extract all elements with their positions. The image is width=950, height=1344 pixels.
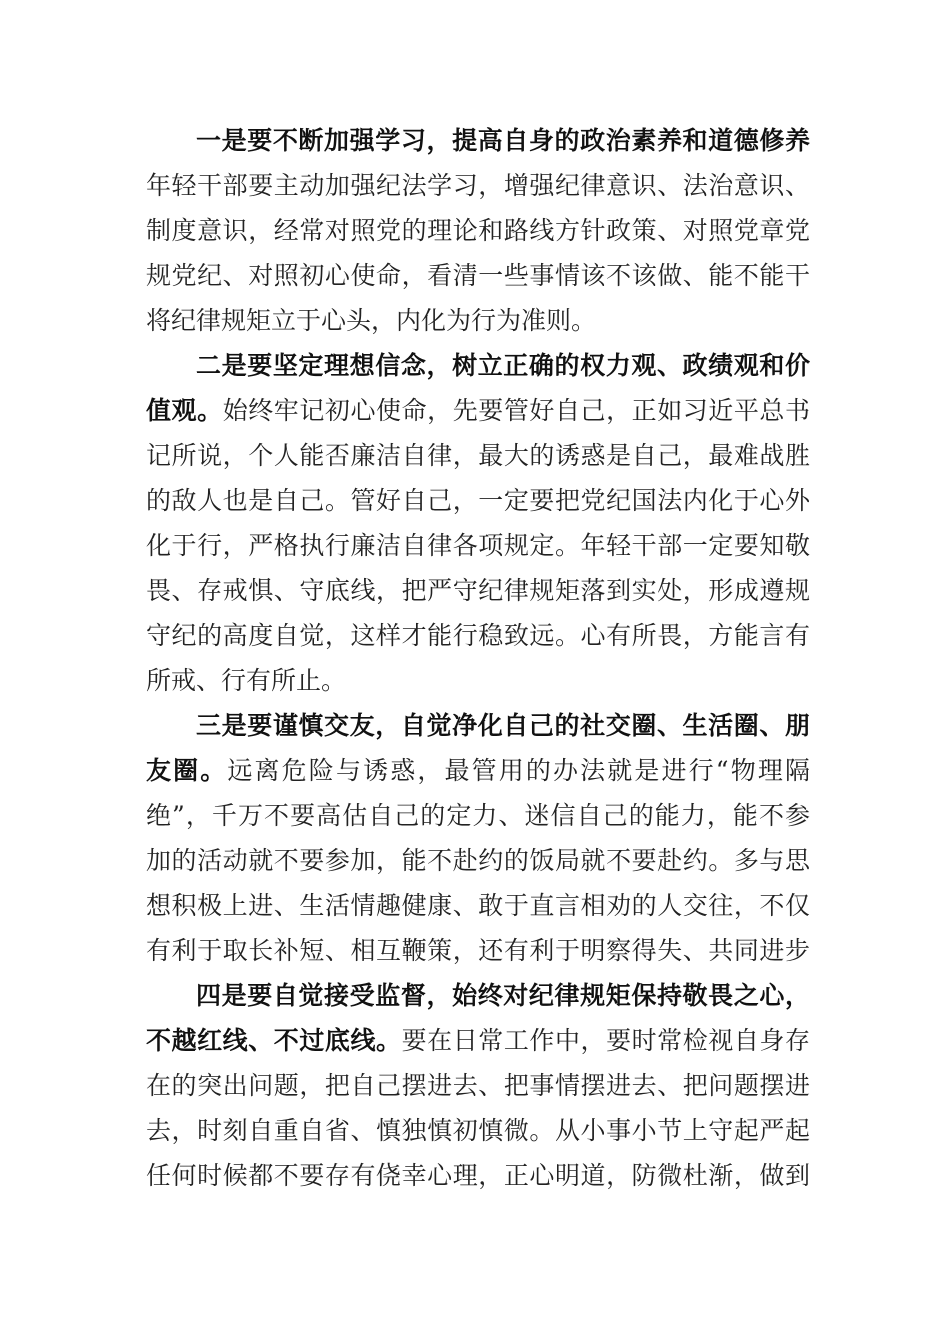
line-text: 所戒、行有所止。 — [146, 666, 347, 695]
line-text: 畏、存戒惧、守底线，把严守纪律规矩落到实处，形成遵规 — [146, 576, 810, 605]
paragraph-2-heading: 二是要坚定理想信念，树立正确的权力观、政绩观和价 — [196, 351, 810, 380]
line-text: 制度意识，经常对照党的理论和路线方针政策、对照党章党 — [146, 216, 810, 245]
paragraph-4-heading-end: 不越红线、不过底线。 — [146, 1026, 402, 1055]
paragraph-3-line-5 — [146, 886, 810, 926]
line-text: 去，时刻自重自省、慎独慎初慎微。从小事小节上守起严起 — [146, 1116, 810, 1145]
paragraph-3-heading-end: 友圈。 — [146, 756, 228, 785]
line-text: 有利于取长补短、相互鞭策，还有利于明察得失、共同进步 — [146, 936, 810, 965]
paragraph-4-line-4 — [146, 1111, 810, 1151]
paragraph-2-line-7 — [146, 616, 810, 656]
line-text: 将纪律规矩立于心头，内化为行为准则。 — [146, 306, 597, 335]
paragraph-4-line-5 — [146, 1156, 810, 1196]
paragraph-3-line-3 — [146, 796, 810, 836]
line-text: 化于行，严格执行廉洁自律各项规定。年轻干部一定要知敬 — [146, 531, 810, 560]
paragraph-3-line-1 — [196, 706, 810, 746]
paragraph-2-line-6 — [146, 571, 810, 611]
line-text: 的敌人也是自己。管好自己，一定要把党纪国法内化于心外 — [146, 486, 810, 515]
paragraph-3-line-2 — [146, 751, 810, 791]
line-text: 任何时候都不要存有侥幸心理，正心明道，防微杜渐，做到 — [146, 1161, 810, 1190]
paragraph-4-line-2 — [146, 1021, 810, 1061]
paragraph-2-line-1 — [196, 346, 810, 386]
line-text: 始终牢记初心使命，先要管好自己，正如习近平总书 — [222, 396, 810, 425]
line-text: 想积极上进、生活情趣健康、敢于直言相劝的人交往，不仅 — [146, 891, 810, 920]
line-text: 在的突出问题，把自己摆进去、把事情摆进去、把问题摆进 — [146, 1071, 810, 1100]
paragraph-1-line-2 — [146, 166, 810, 206]
paragraph-1-line-5 — [146, 301, 810, 341]
paragraph-3-line-6 — [146, 931, 810, 971]
paragraph-4-heading: 四是要自觉接受监督，始终对纪律规矩保持敬畏之心， — [196, 981, 810, 1010]
line-text: 记所说，个人能否廉洁自律，最大的诱惑是自己，最难战胜 — [146, 441, 810, 470]
paragraph-2-line-5 — [146, 526, 810, 566]
paragraph-1-line-1 — [196, 121, 810, 161]
paragraph-2-line-2 — [146, 391, 810, 431]
paragraph-3-heading: 三是要谨慎交友，自觉净化自己的社交圈、生活圈、朋 — [196, 711, 810, 740]
paragraph-3-line-4 — [146, 841, 810, 881]
paragraph-2-line-3 — [146, 436, 810, 476]
line-text: 要在日常工作中，要时常检视自身存 — [401, 1026, 810, 1055]
line-text: 远离危险与诱惑，最管用的办法就是进行“物理隔 — [227, 756, 810, 785]
line-text: 加的活动就不要参加，能不赴约的饭局就不要赴约。多与思 — [146, 846, 810, 875]
paragraph-1-line-3 — [146, 211, 810, 251]
paragraph-2-heading-end: 值观。 — [146, 396, 223, 425]
line-text: 绝”，千万不要高估自己的定力、迷信自己的能力，能不参 — [146, 801, 810, 830]
line-text: 年轻干部要主动加强纪法学习，增强纪律意识、法治意识、 — [146, 171, 810, 200]
paragraph-1-line-4 — [146, 256, 810, 296]
line-text: 守纪的高度自觉，这样才能行稳致远。心有所畏，方能言有 — [146, 621, 810, 650]
paragraph-2-line-4 — [146, 481, 810, 521]
paragraph-1-heading: 一是要不断加强学习，提高自身的政治素养和道德修养 — [196, 126, 810, 155]
paragraph-4-line-3 — [146, 1066, 810, 1106]
paragraph-2-line-8 — [146, 661, 810, 701]
line-text: 规党纪、对照初心使命，看清一些事情该不该做、能不能干 — [146, 261, 810, 290]
paragraph-4-line-1 — [196, 976, 810, 1016]
